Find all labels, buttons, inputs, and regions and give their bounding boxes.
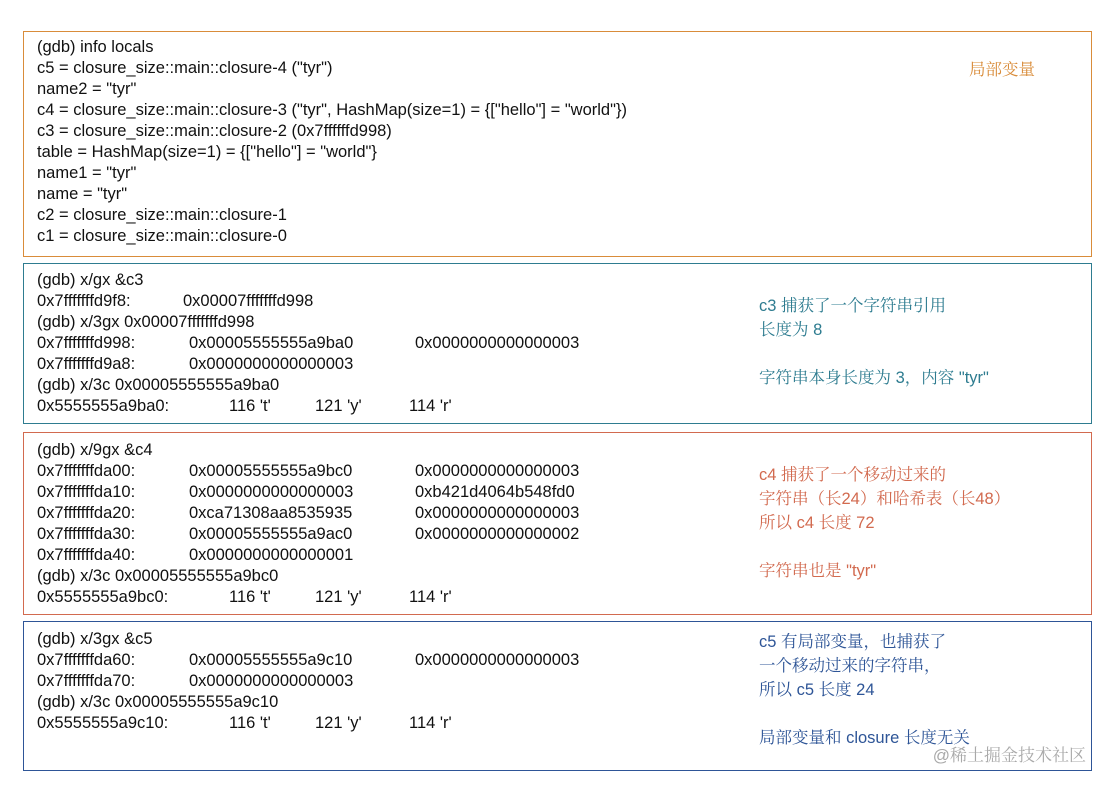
gdb-line-text: (gdb) x/9gx &c4 <box>37 441 153 459</box>
annotation-gap <box>759 342 989 366</box>
gdb-value: 0x00005555555a9c10 <box>189 651 353 669</box>
gdb-line-text: 0x5555555a9bc0: <box>37 588 169 606</box>
annotation-gap <box>759 535 1010 559</box>
gdb-value: 114 'r' <box>409 714 452 732</box>
gdb-value: 121 'y' <box>315 714 362 732</box>
gdb-panel-3 <box>23 432 1092 615</box>
watermark: @稀土掘金技术社区 <box>932 746 1086 765</box>
annotation-line: 字符串（长24）和哈希表（长48） <box>759 490 1011 508</box>
annotation-note <box>969 58 1035 82</box>
gdb-value: 114 'r' <box>409 588 452 606</box>
gdb-line-text: 0x7fffffffda20: <box>37 504 136 522</box>
gdb-line <box>37 713 757 734</box>
annotation-note <box>759 630 970 750</box>
gdb-line-text: 0x7fffffffd9a8: <box>37 355 136 373</box>
gdb-line-text: name = "tyr" <box>37 185 128 203</box>
gdb-value: 0x00005555555a9bc0 <box>189 462 353 480</box>
gdb-value: 0x0000000000000003 <box>415 462 580 480</box>
gdb-line <box>37 333 757 354</box>
gdb-line-text: (gdb) x/3c 0x00005555555a9ba0 <box>37 376 280 394</box>
gdb-line <box>37 482 757 503</box>
gdb-line-text: 0x7fffffffd998: <box>37 334 136 352</box>
gdb-line-text: (gdb) info locals <box>37 38 154 56</box>
annotation-line: 局部变量 <box>969 61 1035 79</box>
gdb-value: 0x0000000000000003 <box>415 651 580 669</box>
gdb-line-text: (gdb) x/gx &c3 <box>37 271 144 289</box>
gdb-line-text: 0x5555555a9c10: <box>37 714 169 732</box>
gdb-line-text: 0x5555555a9ba0: <box>37 397 170 415</box>
gdb-line <box>37 671 757 692</box>
gdb-line <box>37 37 757 58</box>
gdb-line <box>37 545 757 566</box>
gdb-line <box>37 226 757 247</box>
annotation-line: 所以 c5 长度 24 <box>759 681 875 699</box>
gdb-value: 116 't' <box>229 588 271 606</box>
annotation-note <box>759 463 1010 583</box>
annotation-line: 所以 c4 长度 72 <box>759 514 875 532</box>
gdb-value: 0x00005555555a9ac0 <box>189 525 353 543</box>
gdb-line-text: 0x7fffffffd9f8: <box>37 292 131 310</box>
gdb-line-text: 0x7fffffffda40: <box>37 546 136 564</box>
gdb-line-text: (gdb) x/3gx &c5 <box>37 630 153 648</box>
gdb-value: 116 't' <box>229 714 271 732</box>
gdb-value: 0x0000000000000002 <box>415 525 580 543</box>
gdb-line-text: 0x7fffffffda00: <box>37 462 136 480</box>
gdb-line-text: c4 = closure_size::main::closure-3 ("tyr", HashMap(size=1) = {["hello"] = "world"}) <box>37 101 627 119</box>
gdb-panel-2 <box>23 263 1092 424</box>
gdb-line <box>37 629 757 650</box>
gdb-line <box>37 291 757 312</box>
gdb-line <box>37 79 757 100</box>
gdb-line-text: c5 = closure_size::main::closure-4 ("tyr") <box>37 59 333 77</box>
gdb-value: 0x0000000000000001 <box>189 546 354 564</box>
annotation-line: 一个移动过来的字符串， <box>759 657 941 675</box>
gdb-value: 0xb421d4064b548fd0 <box>415 483 575 501</box>
gdb-line <box>37 163 757 184</box>
gdb-panel-4 <box>23 621 1092 771</box>
gdb-line <box>37 354 757 375</box>
gdb-line <box>37 692 757 713</box>
gdb-line <box>37 396 757 417</box>
annotation-line: 局部变量和 closure 长度无关 <box>759 729 970 747</box>
gdb-line <box>37 587 757 608</box>
annotation-line: 字符串本身长度为 3，内容 "tyr" <box>759 369 989 387</box>
gdb-value: 0x0000000000000003 <box>189 483 354 501</box>
gdb-line <box>37 58 757 79</box>
gdb-line <box>37 461 757 482</box>
gdb-line-text: 0x7fffffffda30: <box>37 525 136 543</box>
gdb-value: 121 'y' <box>315 588 362 606</box>
gdb-line-text: (gdb) x/3c 0x00005555555a9c10 <box>37 693 279 711</box>
gdb-line-text: c3 = closure_size::main::closure-2 (0x7ffffffd998) <box>37 122 392 140</box>
gdb-line-text: (gdb) x/3gx 0x00007fffffffd998 <box>37 313 255 331</box>
annotation-gap <box>759 702 970 726</box>
gdb-line <box>37 184 757 205</box>
gdb-value: 114 'r' <box>409 397 452 415</box>
annotation-line: c5 有局部变量，也捕获了 <box>759 633 947 651</box>
gdb-line <box>37 100 757 121</box>
gdb-line-text: c1 = closure_size::main::closure-0 <box>37 227 287 245</box>
gdb-line <box>37 121 757 142</box>
annotation-note <box>759 294 989 390</box>
gdb-panel-1 <box>23 31 1092 257</box>
gdb-line-text: 0x7fffffffda60: <box>37 651 136 669</box>
annotation-line: c4 捕获了一个移动过来的 <box>759 466 947 484</box>
gdb-line <box>37 205 757 226</box>
annotation-line: 字符串也是 "tyr" <box>759 562 877 580</box>
gdb-line <box>37 375 757 396</box>
gdb-line-text: name2 = "tyr" <box>37 80 137 98</box>
gdb-value: 0x0000000000000003 <box>415 504 580 522</box>
gdb-line <box>37 142 757 163</box>
gdb-line <box>37 524 757 545</box>
annotation-line: 长度为 8 <box>759 321 823 339</box>
gdb-line <box>37 650 757 671</box>
gdb-value: 0x00007fffffffd998 <box>183 292 314 310</box>
gdb-line <box>37 440 757 461</box>
gdb-value: 0x0000000000000003 <box>189 672 354 690</box>
gdb-line-text: name1 = "tyr" <box>37 164 137 182</box>
gdb-line <box>37 503 757 524</box>
gdb-line <box>37 312 757 333</box>
gdb-line <box>37 566 757 587</box>
gdb-value: 0x0000000000000003 <box>415 334 580 352</box>
gdb-value: 0x00005555555a9ba0 <box>189 334 354 352</box>
gdb-line-text: 0x7fffffffda70: <box>37 672 136 690</box>
gdb-value: 0x0000000000000003 <box>189 355 354 373</box>
gdb-line-text: 0x7fffffffda10: <box>37 483 136 501</box>
gdb-line-text: (gdb) x/3c 0x00005555555a9bc0 <box>37 567 279 585</box>
gdb-line-text: c2 = closure_size::main::closure-1 <box>37 206 287 224</box>
annotation-line: c3 捕获了一个字符串引用 <box>759 297 947 315</box>
gdb-value: 0xca71308aa8535935 <box>189 504 353 522</box>
gdb-line-text: table = HashMap(size=1) = {["hello"] = "world"} <box>37 143 377 161</box>
gdb-line <box>37 270 757 291</box>
gdb-value: 121 'y' <box>315 397 362 415</box>
gdb-value: 116 't' <box>229 397 271 415</box>
